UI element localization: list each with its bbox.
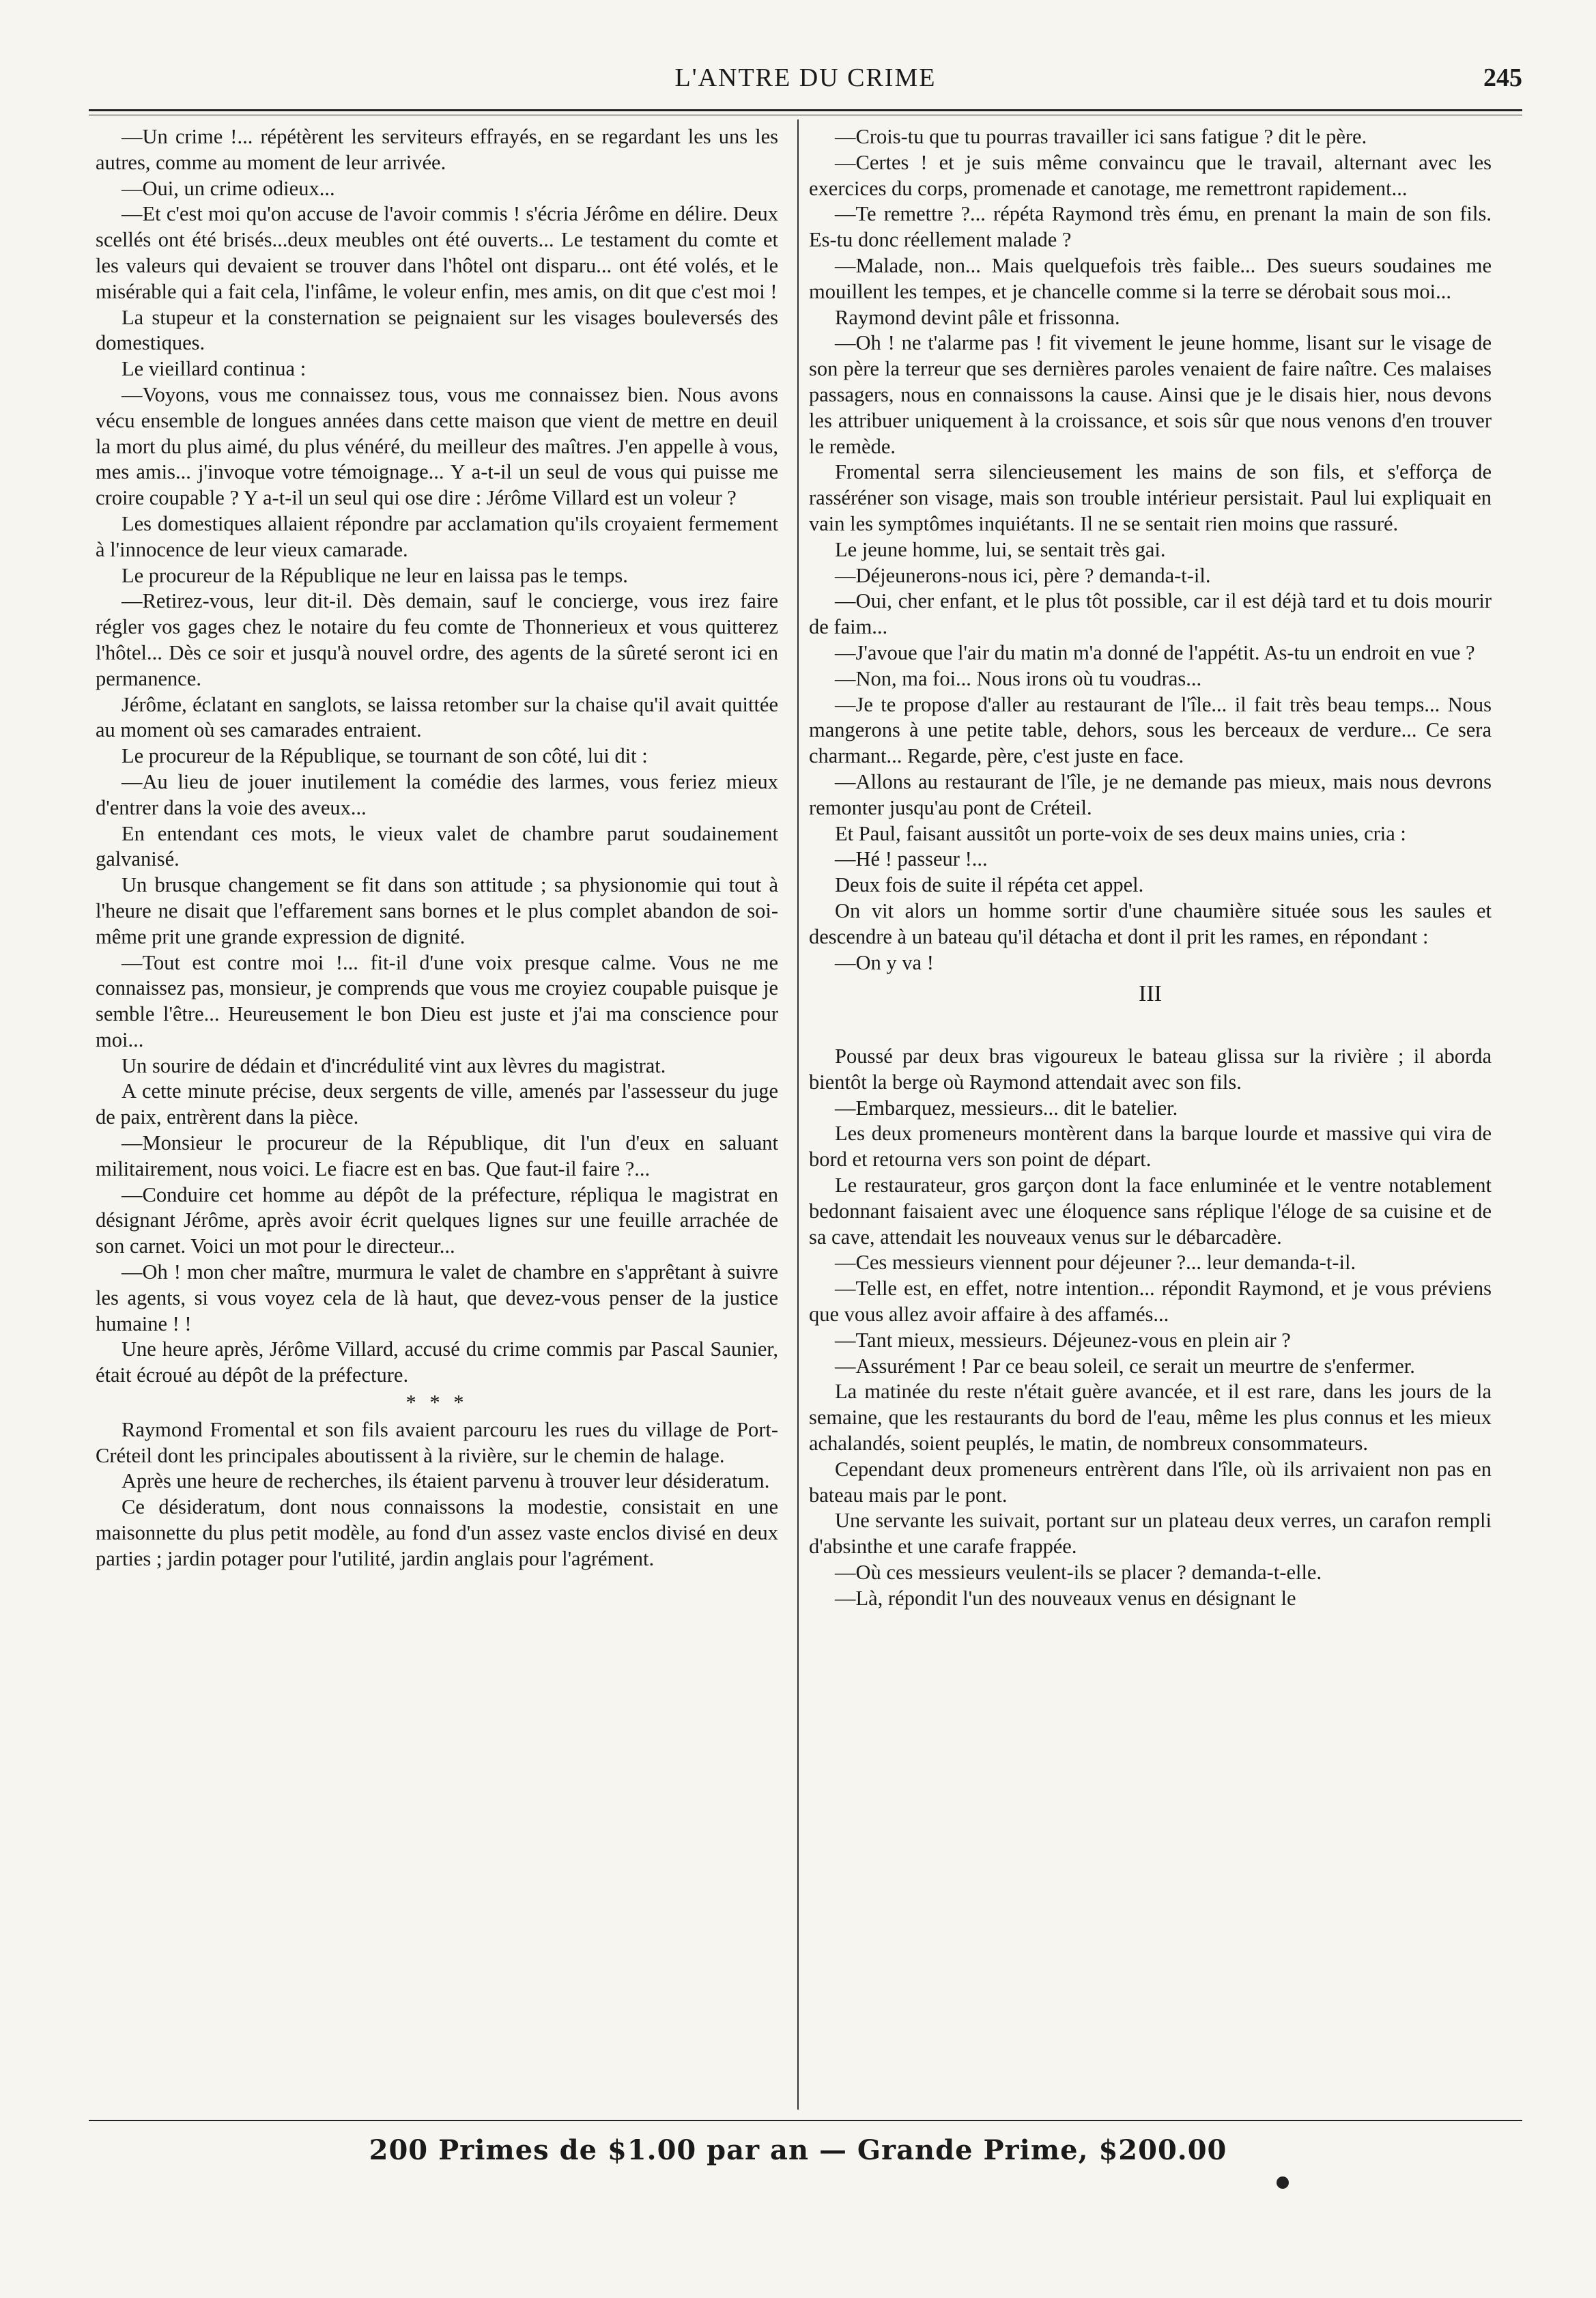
paragraph: —Retirez-vous, leur dit-il. Dès demain, sauf le concierge, vous irez faire régler vos gages chez le notaire du feu comte de Thonnerieux et vous quitterez l'hôtel... Dès ce soir et jusqu'à nouvel ordre, des agents de la sûreté seront ici en permanence.	[96, 589, 778, 690]
paragraph: —Te remettre ?... répéta Raymond très ému, en prenant la main de son fils. Es-tu donc réellement malade ?	[809, 202, 1492, 252]
paragraph: —Tant mieux, messieurs. Déjeunez-vous en plein air ?	[835, 1328, 1291, 1352]
paragraph: —Embarquez, messieurs... dit le batelier.	[835, 1096, 1178, 1120]
paragraph: —Et c'est moi qu'on accuse de l'avoir commis ! s'écria Jérôme en délire. Deux scellés ont été brisés...deux meubles ont été ouverts... Le testament du comte et les valeurs qui devaient se trouver dans l'hôtel ont disparu... ont été volés, et le misérable qui a fait cela, l'infâme, le voleur enfin, mes amis, on dit que c'est moi !	[96, 202, 778, 303]
paragraph: Une heure après, Jérôme Villard, accusé du crime commis par Pascal Saunier, était écroué au dépôt de la préfecture.	[96, 1337, 778, 1387]
page-header	[89, 63, 1522, 104]
paragraph: Le restaurateur, gros garçon dont la face enluminée et le ventre notablement bedonnant faisaient avec une éloquence sans réplique l'éloge de sa cuisine et de sa cave, attendait les nouveaux venus sur le débarcadère.	[809, 1174, 1492, 1249]
paragraph: —Ces messieurs viennent pour déjeuner ?... leur demanda-t-il.	[835, 1251, 1356, 1275]
paragraph: —Oh ! ne t'alarme pas ! fit vivement le jeune homme, lisant sur le visage de son père la terreur que ses dernières paroles venaient de faire naître. Ces malaises passagers, nous en connaissons la cause. Ainsi que je le disais hier, nous devons les attribuer uniquement à la croissance, et sois sûr que nous venons d'en trouver le remède.	[809, 331, 1492, 458]
paragraph: Poussé par deux bras vigoureux le bateau glissa sur la rivière ; il aborda bientôt la berge où Raymond attendait avec son fils.	[809, 1045, 1492, 1094]
paragraph: Les deux promeneurs montèrent dans la barque lourde et massive qui vira de bord et retourna vers son point de départ.	[809, 1122, 1492, 1172]
paragraph: La stupeur et la consternation se peignaient sur les visages bouleversés des domestiques.	[96, 305, 778, 355]
paragraph: —Où ces messieurs veulent-ils se placer ? demanda-t-elle.	[835, 1561, 1322, 1585]
paragraph: —Voyons, vous me connaissez tous, vous me connaissez bien. Nous avons vécu ensemble de longues années dans cette maison que vient de mettre en deuil la mort du plus aimé, du plus vénéré, du meilleur des maîtres. J'en appelle à vous, mes amis... j'invoque votre témoignage... Y a-t-il un seul de vous qui puisse me croire coupable ? Y a-t-il un seul qui ose dire : Jérôme Villard est un voleur ?	[96, 382, 778, 510]
paragraph: Deux fois de suite il répéta cet appel.	[835, 873, 1144, 897]
scene-break-asterism: * * *	[405, 1391, 468, 1415]
paragraph: Le procureur de la République, se tournant de son côté, lui dit :	[122, 744, 648, 768]
paragraph: —Là, répondit l'un des nouveaux venus en désignant le	[835, 1586, 1296, 1610]
paragraph: —Allons au restaurant de l'île, je ne demande pas mieux, mais nous devrons remonter jusqu'au pont de Créteil.	[809, 769, 1492, 819]
paragraph: A cette minute précise, deux sergents de ville, amenés par l'assesseur du juge de paix, entrèrent dans la pièce.	[96, 1079, 778, 1129]
right-column	[809, 124, 1492, 2172]
paragraph: —Au lieu de jouer inutilement la comédie des larmes, vous feriez mieux d'entrer dans la voie des aveux...	[96, 769, 778, 819]
paragraph: —Certes ! et je suis même convaincu que le travail, alternant avec les exercices du corps, promenade et canotage, me remettront rapidement...	[809, 150, 1492, 200]
paragraph: —Conduire cet homme au dépôt de la préfecture, répliqua le magistrat en désignant Jérôme, après avoir écrit quelques lignes sur une feuille arrachée de son carnet. Voici un mot pour le directeur...	[96, 1182, 778, 1258]
paragraph: —Malade, non... Mais quelquefois très faible... Des sueurs soudaines me mouillent les tempes, et je chancelle comme si la terre se dérobait sous moi...	[809, 253, 1492, 303]
header-rule	[89, 109, 1522, 111]
paragraph: Un sourire de dédain et d'incrédulité vint aux lèvres du magistrat.	[122, 1053, 666, 1077]
paragraph: Raymond Fromental et son fils avaient parcouru les rues du village de Port-Créteil dont les principales aboutissent à la rivière, sur le chemin de halage.	[96, 1417, 778, 1467]
paragraph: —Monsieur le procureur de la République, dit l'un d'eux en saluant militairement, nous voici. Le fiacre est en bas. Que faut-il faire ?...	[96, 1131, 778, 1180]
ink-dot-ornament	[1277, 2176, 1289, 2189]
left-column	[96, 124, 778, 2172]
paragraph: —Tout est contre moi !... fit-il d'une voix presque calme. Vous ne me connaissez pas, monsieur, je comprends que vous me croyiez coupable puisque je semble l'être... Heureusement le bon Dieu est juste et j'ai ma conscience pour moi...	[96, 950, 778, 1051]
running-title: L'ANTRE DU CRIME	[674, 63, 937, 92]
paragraph: —J'avoue que l'air du matin m'a donné de l'appétit. As-tu un endroit en vue ?	[835, 640, 1475, 664]
paragraph: —Oh ! mon cher maître, murmura le valet de chambre en s'apprêtant à suivre les agents, si vous voyez cela de là haut, que devez-vous penser de la justice humaine ! !	[96, 1260, 778, 1335]
paragraph: Le jeune homme, lui, se sentait très gai.	[835, 537, 1166, 561]
paragraph: —Hé ! passeur !...	[835, 847, 988, 871]
footer-rule	[89, 2120, 1522, 2121]
footer-advertisement: 200 Primes de $1.00 par an — Grande Prime, $200.00	[369, 2134, 1227, 2166]
paragraph: —Crois-tu que tu pourras travailler ici sans fatigue ? dit le père.	[835, 125, 1367, 148]
paragraph: —Telle est, en effet, notre intention... répondit Raymond, et je vous préviens que vous allez avoir affaire à des affamés...	[809, 1277, 1492, 1327]
paragraph: Fromental serra silencieusement les mains de son fils, et s'efforça de rasséréner son visage, mais son trouble intérieur persistait. Paul lui expliquait en vain les symptômes inquiétants. Il ne se sentait rien moins que rassuré.	[809, 460, 1492, 535]
paragraph: —Déjeunerons-nous ici, père ? demanda-t-il.	[835, 563, 1211, 587]
paragraph: Les domestiques allaient répondre par acclamation qu'ils croyaient fermement à l'innocence de leur vieux camarade.	[96, 511, 778, 561]
chapter-heading: III	[1139, 981, 1162, 1007]
paragraph: —Oui, un crime odieux...	[122, 176, 335, 200]
paragraph: Le vieillard continua :	[122, 357, 307, 381]
paragraph: Un brusque changement se fit dans son attitude ; sa physionomie qui tout à l'heure ne disait que l'effarement sans bornes et le plus complet abandon de soi-même prit une grande expression de dignité.	[96, 873, 778, 948]
paragraph: Et Paul, faisant aussitôt un porte-voix de ses deux mains unies, cria :	[835, 821, 1406, 845]
paragraph: Raymond devint pâle et frissonna.	[835, 305, 1120, 329]
paragraph: Après une heure de recherches, ils étaient parvenu à trouver leur désideratum.	[122, 1469, 770, 1493]
paragraph: —On y va !	[835, 950, 934, 974]
paragraph: Cependant deux promeneurs entrèrent dans l'île, où ils arrivaient non pas en bateau mais par le pont.	[809, 1457, 1492, 1507]
paragraph: —Je te propose d'aller au restaurant de l'île... il fait très beau temps... Nous mangerons à une petite table, dehors, sous les berceaux de verdure... Ce sera charmant... Regarde, père, c'est juste en face.	[809, 692, 1492, 768]
paragraph: —Un crime !... répétèrent les serviteurs effrayés, en se regardant les uns les autres, comme au moment de leur arrivée.	[96, 125, 778, 174]
column-divider	[797, 119, 799, 2110]
paragraph: —Non, ma foi... Nous irons où tu voudras...	[835, 666, 1202, 690]
paragraph: Une servante les suivait, portant sur un plateau deux verres, un carafon rempli d'absinthe et une carafe frappée.	[809, 1509, 1492, 1559]
paragraph: —Oui, cher enfant, et le plus tôt possible, car il est déjà tard et tu dois mourir de faim...	[809, 589, 1492, 639]
paragraph: Jérôme, éclatant en sanglots, se laissa retomber sur la chaise qu'il avait quittée au moment où ses camarades entraient.	[96, 692, 778, 742]
paragraph: La matinée du reste n'était guère avancée, et il est rare, dans les jours de la semaine, que les restaurants du bord de l'eau, même les plus connus et les mieux achalandés, soient peuplés, le matin, de nombreux consommateurs.	[809, 1380, 1492, 1456]
paragraph: —Assurément ! Par ce beau soleil, ce serait un meurtre de s'enfermer.	[835, 1354, 1415, 1378]
paragraph: En entendant ces mots, le vieux valet de chambre parut soudainement galvanisé.	[96, 821, 778, 871]
paragraph: Ce désideratum, dont nous connaissons la modestie, consistait en une maisonnette du plus petit modèle, au fond d'un assez vaste enclos divisé en deux parties ; jardin potager pour l'utilité, jardin anglais pour l'agrément.	[96, 1495, 778, 1570]
paragraph: On vit alors un homme sortir d'une chaumière située sous les saules et descendre à un bateau qu'il détacha et dont il prit les rames, en répondant :	[809, 898, 1492, 948]
paragraph: Le procureur de la République ne leur en laissa pas le temps.	[122, 563, 628, 587]
page-number: 245	[1483, 63, 1522, 92]
